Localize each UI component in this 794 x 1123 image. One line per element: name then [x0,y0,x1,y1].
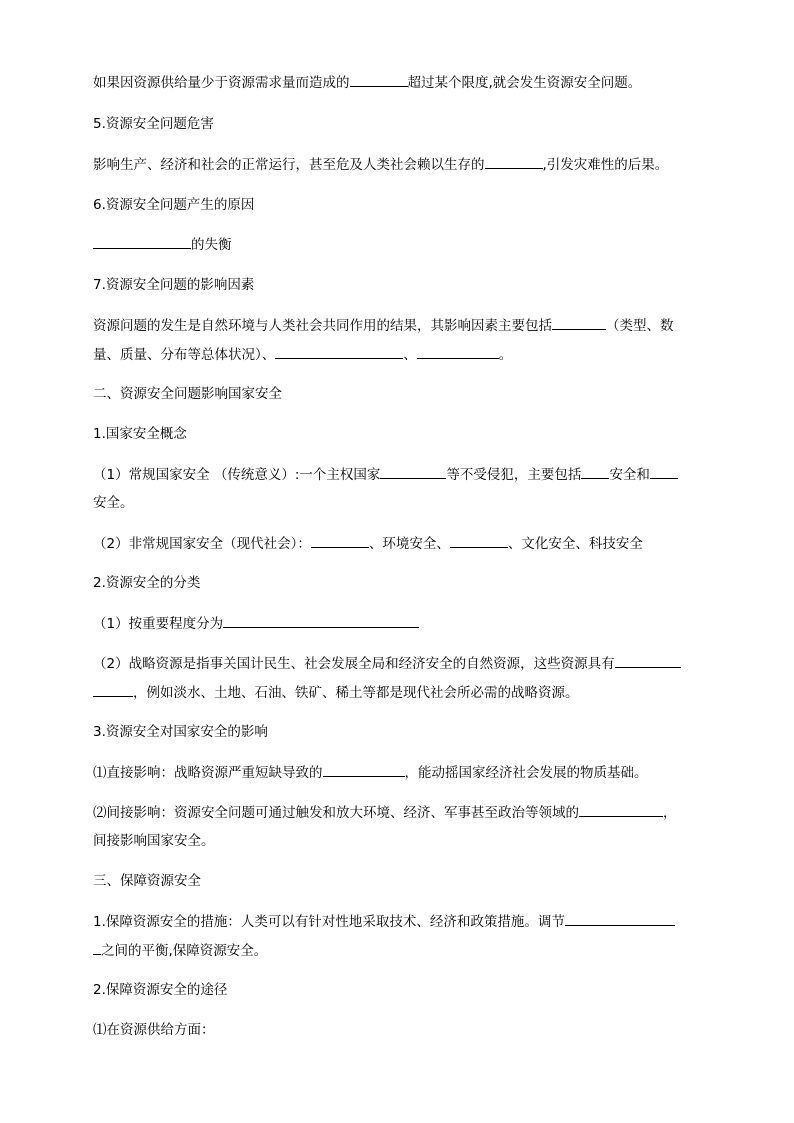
text-line-12: 安全。 [93,495,134,511]
fill-blank[interactable] [93,940,101,955]
text-line-16: （2）战略资源是指事关国计民生、社会发展全局和经济安全的自然资源，这些资源具有 [93,653,681,674]
fill-blank[interactable] [93,682,133,697]
text-line-11: （1）常规国家安全 （传统意义）:一个主权国家 等不受侵犯，主要包括 安全和 [93,464,678,485]
fill-blank[interactable] [565,911,675,926]
heading-6: 6.资源安全问题产生的原因 [93,197,255,213]
text-line-5: 的失衡 [93,234,232,255]
fill-blank[interactable] [615,653,681,668]
fill-blank[interactable] [552,315,606,330]
text-line-8: 量、质量、分布等总体状况）、 、 。 [93,344,512,365]
fill-blank[interactable] [650,464,678,479]
text-line-24: 之间的平衡,保障资源安全。 [93,940,267,961]
fill-blank[interactable] [223,613,419,628]
text-line-19: ⑴直接影响：战略资源严重短缺导致的 ，能动摇国家经济社会发展的物质基础。 [93,762,648,783]
heading-1-1: 1.国家安全概念 [93,426,187,442]
fill-blank[interactable] [417,344,499,359]
section-heading-2: 二、资源安全问题影响国家安全 [93,386,282,402]
text-line-3: 影响生产、经济和社会的正常运行，甚至危及人类社会赖以生存的 ,引发灾难性的后果。 [93,154,668,175]
fill-blank[interactable] [350,72,408,87]
fill-blank[interactable] [579,802,663,817]
text-line-26: ⑴在资源供给方面： [93,1022,215,1038]
text-line-1: 如果因资源供给量少于资源需求量而造成的 超过某个限度,就会发生资源安全问题。 [93,72,641,93]
fill-blank[interactable] [311,533,369,548]
heading-2-2: 2.资源安全的分类 [93,575,201,591]
text-line-15: （1）按重要程度分为 [93,613,419,634]
text-line-7: 资源问题的发生是自然环境与人类社会共同作用的结果，其影响因素主要包括 （类型、数 [93,315,674,336]
text-line-17: ，例如淡水、土地、石油、铁矿、稀土等都是现代社会所必需的战略资源。 [93,682,579,703]
heading-3-2: 2.保障资源安全的途径 [93,982,228,998]
text-line-13: （2）非常规国家安全（现代社会）： 、环境安全、 、文化安全、科技安全 [93,533,643,554]
fill-blank[interactable] [380,464,446,479]
fill-blank[interactable] [581,464,609,479]
fill-blank[interactable] [275,344,403,359]
section-heading-3: 三、保障资源安全 [93,873,201,889]
text-line-23: 1.保障资源安全的措施：人类可以有针对性地采取技术、经济和政策措施。调节 [93,911,675,932]
text-line-20: ⑵间接影响：资源安全问题可通过触发和放大环境、经济、军事甚至政治等领域的 ， [93,802,677,823]
fill-blank[interactable] [485,154,543,169]
heading-2-3: 3.资源安全对国家安全的影响 [93,724,268,740]
fill-blank[interactable] [93,234,191,249]
heading-7: 7.资源安全问题的影响因素 [93,277,255,293]
fill-blank[interactable] [450,533,508,548]
fill-blank[interactable] [323,762,405,777]
heading-5: 5.资源安全问题危害 [93,116,214,132]
text-line-21: 间接影响国家安全。 [93,833,215,849]
